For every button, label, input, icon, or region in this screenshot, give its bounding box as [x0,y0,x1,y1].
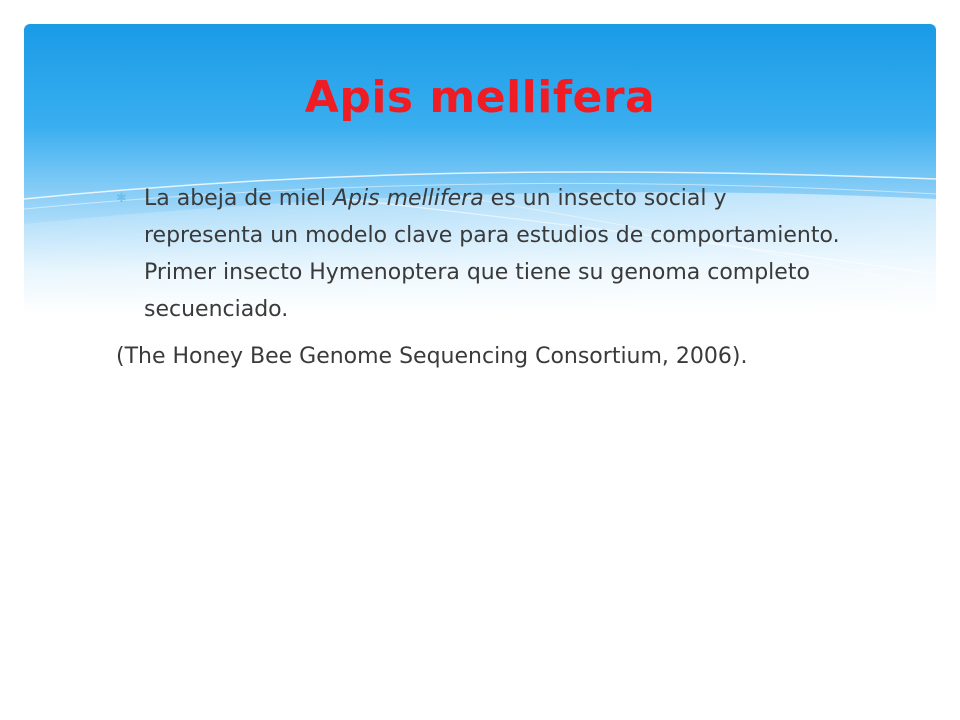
bullet-list [116,180,852,328]
species-name: Apis mellifera [332,186,484,211]
citation-text: (The Honey Bee Genome Sequencing Consortium, 2006). [116,344,748,369]
slide-title: Apis mellifera [304,72,656,123]
asterisk-bullet-icon: ✱ [116,191,127,206]
bullet-text-lead: La abeja de miel [144,186,333,211]
bullet-item [116,180,852,328]
bullet-text-rest: es un insecto social y representa un modelo clave para estudios de comportamiento. Primer insecto Hymenoptera que tiene su genoma completo secuenciado. [144,186,840,322]
